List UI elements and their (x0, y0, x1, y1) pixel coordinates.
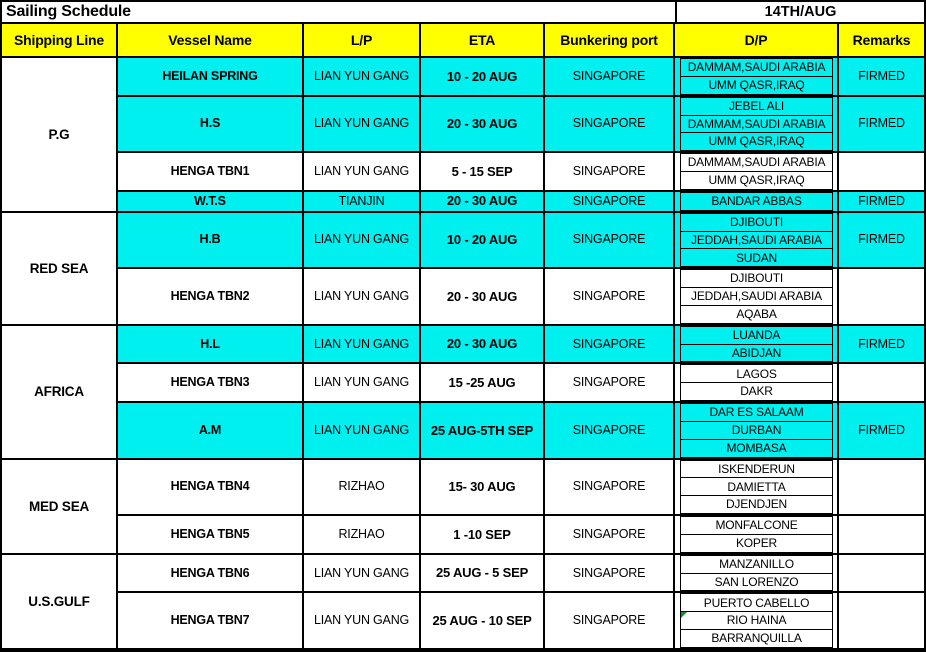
vessel-row-heilan-spring (118, 58, 924, 97)
eta-cell: 25 AUG - 10 SEP (421, 593, 545, 648)
bunkering-port-cell: SINGAPORE (545, 58, 675, 95)
discharge-ports-cell (675, 364, 839, 401)
loading-port-cell: LIAN YUN GANG (304, 555, 421, 592)
remarks-cell: FIRMED (839, 213, 924, 268)
vessel-row-h-s (118, 97, 924, 154)
dp-entry: JEDDAH,SAUDI ARABIA (680, 231, 833, 250)
bunkering-port-cell: SINGAPORE (545, 326, 675, 363)
shipping-line-cell-africa: AFRICA (2, 326, 118, 458)
remarks-cell (839, 153, 924, 190)
shipping-line-group-med-sea (2, 460, 924, 555)
eta-cell: 20 - 30 AUG (421, 326, 545, 363)
eta-cell: 1 -10 SEP (421, 516, 545, 553)
eta-cell: 25 AUG-5TH SEP (421, 403, 545, 458)
vessel-name-cell: HEILAN SPRING (118, 58, 304, 95)
discharge-ports-cell (675, 326, 839, 363)
dp-entry: BARRANQUILLA (680, 629, 833, 648)
dp-entry: AQABA (680, 305, 833, 324)
bunkering-port-cell: SINGAPORE (545, 153, 675, 190)
vessel-name-cell: H.B (118, 213, 304, 268)
eta-cell: 15 -25 AUG (421, 364, 545, 401)
loading-port-cell: RIZHAO (304, 460, 421, 515)
dp-entry: LAGOS (680, 364, 833, 383)
discharge-ports-cell (675, 403, 839, 458)
loading-port-cell: LIAN YUN GANG (304, 153, 421, 190)
column-header-shipping-line: Shipping Line (2, 24, 118, 56)
remarks-cell: FIRMED (839, 326, 924, 363)
column-header-remarks: Remarks (852, 32, 911, 48)
bunkering-port-cell: SINGAPORE (545, 403, 675, 458)
group-rows (118, 58, 924, 211)
remarks-cell: FIRMED (839, 403, 924, 458)
column-header-bunkering-port: Bunkering port (545, 24, 675, 56)
group-rows (118, 555, 924, 648)
loading-port-cell: LIAN YUN GANG (304, 326, 421, 363)
eta-cell: 20 - 30 AUG (421, 192, 545, 211)
vessel-name-cell: HENGA TBN5 (118, 516, 304, 553)
bunkering-port-cell: SINGAPORE (545, 269, 675, 324)
vessel-name-cell: HENGA TBN7 (118, 593, 304, 648)
discharge-ports-cell (675, 269, 839, 324)
bunkering-port-cell: SINGAPORE (545, 97, 675, 152)
remarks-cell (839, 555, 924, 592)
dp-entry: PUERTO CABELLO (680, 593, 833, 612)
dp-entry: ABIDJAN (680, 344, 833, 363)
schedule-date: 14TH/AUG (675, 2, 924, 22)
dp-entry: KOPER (680, 534, 833, 553)
loading-port-cell: LIAN YUN GANG (304, 97, 421, 152)
discharge-ports-cell (675, 192, 839, 211)
eta-cell: 15- 30 AUG (421, 460, 545, 515)
dp-entry: LUANDA (680, 326, 833, 345)
dp-entry: DURBAN (680, 421, 833, 440)
loading-port-cell: LIAN YUN GANG (304, 403, 421, 458)
remarks-cell: FIRMED (839, 192, 924, 211)
dp-entry: UMM QASR,IRAQ (680, 132, 833, 151)
remarks-cell (839, 593, 924, 648)
vessel-row-henga-tbn2 (118, 269, 924, 324)
bunkering-port-cell: SINGAPORE (545, 516, 675, 553)
remarks-cell (839, 269, 924, 324)
bunkering-port-cell: SINGAPORE (545, 364, 675, 401)
vessel-row-henga-tbn6 (118, 555, 924, 594)
eta-cell: 25 AUG - 5 SEP (421, 555, 545, 592)
eta-cell: 20 - 30 AUG (421, 97, 545, 152)
dp-entry: SUDAN (680, 248, 833, 267)
dp-entry: DJENDJEN (680, 495, 833, 514)
discharge-ports-cell (675, 58, 839, 95)
discharge-ports-cell (675, 213, 839, 268)
discharge-ports-cell (675, 97, 839, 152)
vessel-name-cell: H.S (118, 97, 304, 152)
column-header-vessel-name: Vessel Name (118, 24, 304, 56)
shipping-line-group-u-s-gulf (2, 555, 924, 648)
title-row (2, 2, 924, 24)
vessel-name-cell: HENGA TBN4 (118, 460, 304, 515)
group-rows (118, 460, 924, 553)
dp-entry: DAKR (680, 382, 833, 401)
dp-entry: ISKENDERUN (680, 460, 833, 479)
vessel-row-a-m (118, 403, 924, 458)
dp-entry: BANDAR ABBAS (680, 192, 833, 211)
remarks-cell: FIRMED (839, 58, 924, 95)
shipping-line-cell-u-s-gulf: U.S.GULF (2, 555, 118, 648)
vessel-name-cell: HENGA TBN2 (118, 269, 304, 324)
eta-cell: 5 - 15 SEP (421, 153, 545, 190)
bunkering-port-cell: SINGAPORE (545, 213, 675, 268)
discharge-ports-cell (675, 153, 839, 190)
dp-entry-error-flag-icon: RIO HAINA (680, 611, 833, 630)
vessel-row-henga-tbn5 (118, 516, 924, 553)
column-header-l-p: L/P (304, 24, 421, 56)
vessel-name-cell: HENGA TBN1 (118, 153, 304, 190)
vessel-name-cell: A.M (118, 403, 304, 458)
discharge-ports-cell (675, 555, 839, 592)
vessel-name-cell: H.L (118, 326, 304, 363)
shipping-line-group-africa (2, 326, 924, 460)
loading-port-cell: LIAN YUN GANG (304, 58, 421, 95)
bunkering-port-cell: SINGAPORE (545, 460, 675, 515)
vessel-row-henga-tbn4 (118, 460, 924, 517)
vessel-row-henga-tbn3 (118, 364, 924, 403)
eta-cell: 10 - 20 AUG (421, 58, 545, 95)
dp-entry: DAMIETTA (680, 477, 833, 496)
page-title: Sailing Schedule (6, 3, 131, 20)
discharge-ports-cell (675, 460, 839, 515)
shipping-line-cell-med-sea: MED SEA (2, 460, 118, 553)
shipping-line-group-red-sea (2, 213, 924, 326)
dp-entry: DAMMAM,SAUDI ARABIA (680, 153, 833, 172)
loading-port-cell: LIAN YUN GANG (304, 593, 421, 648)
dp-entry: MOMBASA (680, 439, 833, 458)
vessel-row-henga-tbn7 (118, 593, 924, 648)
remarks-cell: FIRMED (839, 97, 924, 152)
vessel-name-cell: W.T.S (118, 192, 304, 211)
vessel-row-henga-tbn1 (118, 153, 924, 192)
eta-cell: 20 - 30 AUG (421, 269, 545, 324)
vessel-name-cell: HENGA TBN3 (118, 364, 304, 401)
group-rows (118, 326, 924, 458)
dp-entry: DAMMAM,SAUDI ARABIA (680, 115, 833, 134)
bunkering-port-cell: SINGAPORE (545, 593, 675, 648)
dp-entry: UMM QASR,IRAQ (680, 171, 833, 190)
column-header-eta: ETA (421, 24, 545, 56)
discharge-ports-cell (675, 593, 839, 648)
dp-entry: MONFALCONE (680, 516, 833, 535)
loading-port-cell: LIAN YUN GANG (304, 364, 421, 401)
column-header-row (2, 24, 924, 58)
eta-cell: 10 - 20 AUG (421, 213, 545, 268)
remarks-cell (839, 364, 924, 401)
vessel-row-w-t-s (118, 192, 924, 211)
dp-entry: UMM QASR,IRAQ (680, 76, 833, 95)
dp-entry: DAMMAM,SAUDI ARABIA (680, 58, 833, 77)
shipping-line-cell-p-g: P.G (2, 58, 118, 211)
vessel-row-h-b (118, 213, 924, 270)
vessel-name-cell: HENGA TBN6 (118, 555, 304, 592)
remarks-cell (839, 516, 924, 553)
dp-entry: DJIBOUTI (680, 269, 833, 288)
dp-entry: SAN LORENZO (680, 573, 833, 592)
discharge-ports-cell (675, 516, 839, 553)
dp-entry: JEBEL ALI (680, 97, 833, 116)
dp-entry: DAR ES SALAAM (680, 403, 833, 422)
remarks-cell (839, 460, 924, 515)
shipping-line-group-p-g (2, 58, 924, 213)
dp-entry: JEDDAH,SAUDI ARABIA (680, 287, 833, 306)
loading-port-cell: RIZHAO (304, 516, 421, 553)
bunkering-port-cell: SINGAPORE (545, 555, 675, 592)
loading-port-cell: LIAN YUN GANG (304, 269, 421, 324)
loading-port-cell: LIAN YUN GANG (304, 213, 421, 268)
table-body (2, 58, 924, 648)
dp-entry: DJIBOUTI (680, 213, 833, 232)
column-header-d-p: D/P (675, 24, 839, 56)
bunkering-port-cell: SINGAPORE (545, 192, 675, 211)
group-rows (118, 213, 924, 324)
dp-entry: MANZANILLO (680, 555, 833, 574)
shipping-line-cell-red-sea: RED SEA (2, 213, 118, 324)
loading-port-cell: TIANJIN (304, 192, 421, 211)
vessel-row-h-l (118, 326, 924, 365)
